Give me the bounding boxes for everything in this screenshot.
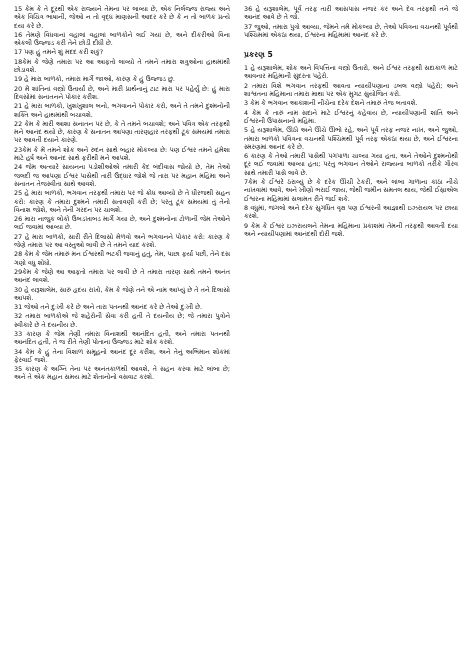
verse-paragraph: 17 પણ હું તમને શું મદદ કરી શકું? — [14, 48, 104, 57]
verse-paragraph: 1 હે યરૂશાલેમ, શોક અને વિપત્તિના વસ્ત્રો ઉતારો, અને ઈશ્વર તરફથી સદાકાળ માટે આવનાર મહિમાની સુંદરતા પહેરો. — [244, 64, 458, 81]
verse-paragraph: 25 હે મારા બાળકો, ભગવાન તરફથી તમારા પર જે ક્રોધ આવ્યો છે તે ધીરજથી સહન કરો: કારણ કે તમારા દુશ્મને તમારી સતાવણી કરી છે; પરંતુ ટૂંક સમયમાં તું તેનો વિનાશ જોશે, અને તેની ગરદન પર ચાલશે. — [14, 189, 230, 214]
verse-paragraph: 15 કેમ કે તે દૂરથી એક રાજ્યને તેમના પર લાવ્યા છે, એક નિર્લજ્જ રાજ્ય અને એક વિચિત્ર ભાષાની, જેઓ ન તો વૃદ્ધ માણસની આદર કરે છે કે ન તો બાળક પ્રત્યે દયા કરે છે. — [14, 5, 230, 30]
verse-paragraph: 35 કારણ કે અગ્નિ તેના પર અનંતકાળથી આવશે, તે સહન કરવા માટે લાંબા છે; અને તે એક મહાન સમય માટે શેતાનોનો વસવાટ કરશે. — [14, 365, 230, 382]
verse-paragraph: 3 કેમ કે ભગવાન આકાશની નીચેના દરેક દેશને તમારું તેજ બતાવશે. — [244, 99, 418, 108]
verse-paragraph: 32 તમારા બાળકોએ જે શહેરોની સેવા કરી હતી તે દયનીય છે; જે તમારા પુત્રોને સ્વીકારે છે તે દયનીય છે. — [14, 312, 230, 329]
verse-paragraph: 30 હે યરૂશાલેમ, સારું હૃદય રાખો, કેમ કે જેણે તને એ નામ આપ્યું છે તે તને દિલાસો આપશે. — [14, 285, 230, 302]
verse-paragraph: 28 કેમ કે જેમ તમારું મન ઈશ્વરથી ભટકી જવાનું હતું, તેમ, પાછા ફર્યા પછી, તેને દસ ગણો વધુ શોધો. — [14, 250, 230, 267]
verse-paragraph: 31 જેઓ તને દુઃખી કરે છે અને તારા પતનથી આનંદ કરે છે તેઓ દુઃખી છે. — [14, 303, 203, 312]
verse-paragraph: 21 હે મારા બાળકો, ખુશખુશાલ બનો, ભગવાનને પોકાર કરો, અને તે તમને દુશ્મનોની શક્તિ અને હાથમાંથી બચાવશે. — [14, 102, 230, 119]
left-column — [14, 5, 230, 664]
verse-paragraph: 29કેમ કે જેણે આ આફતો તમારા પર લાવી છે તે તમારા તારણ સાથે તમને અનંત આનંદ લાવશે. — [14, 267, 230, 285]
verse-paragraph: 20 મેં શાંતિનાં વસ્ત્રો ઉતાર્યાં છે, અને મારી પ્રાર્થનાનું ટાટ મારા પર પહેર્યું છે: હું મારા દિવસોમાં સનાતનને પોકાર કરીશ. — [14, 84, 230, 101]
verse-paragraph: 19 હે મારા બાળકો, તમારા માર્ગે જાઓ, કારણ કે હું ઉજ્જડ છું. — [14, 75, 175, 84]
verse-paragraph: 34 કેમ કે હું તેના વિશાળ સમૂહનો આનંદ દૂર કરીશ, અને તેનું અભિમાન શોકમાં ફેરવાઈ જશે. — [14, 347, 230, 364]
verse-paragraph: 24 જેમ અત્યારે સાયનના પડોશીઓએ તમારી કેદ બંદીવાસ જોયો છે, તેમ તેઓ જલદી જ આપણા ઈશ્વર પાસેથી તારી ઉદ્ધાર જોશે જે તારા પર મહાન મહિમા અને સનાતન તેજસ્વીતા સાથે આવશે. — [14, 163, 230, 188]
verse-paragraph: 23કેમ કે મેં તમને શોક અને રુદન સાથે બહાર મોકલ્યા છે: પણ ઈશ્વર તમને હંમેશા માટે હર્ષ અને આનંદ સાથે ફરીથી મને આપશે. — [14, 145, 230, 163]
verse-paragraph: 16 તેમણે વિધવાનાં વહાલાં વહાલાં બાળકોને લઈ ગયાં છે, અને દીકરીઓ વિના એકલી ઉજ્જડ કરી તેને છોડી દીધી છે. — [14, 30, 230, 48]
verse-paragraph: 2 તમારા વિશે ભગવાન તરફથી આવતા ન્યાયીપણાના ડબલ વસ્ત્રો પહેરો; અને શાશ્વતના મહિમાના તમારા માથા પર એક મુગટ સુયોજિત કરો. — [244, 81, 458, 99]
verse-paragraph: 7કેમ કે ઈશ્વરે ઠરાવ્યું છે કે દરેક ઊંચી ટેકરી, અને લાંબા ગાળાના કાંઠા નીચે નાખવામાં આવે, અને ખીણો ભરાઈ જાય, જેથી જમીન સમતલ થાય, જેથી ઈસ્રાએલ ઈશ્વરના મહિમામાં સલામત રીતે જઈ શકે. — [244, 178, 458, 203]
verse-paragraph: 9 કેમ કે ઈશ્વર ઇઝરાયલને તેમના મહિમાના પ્રકાશમાં તેમની તરફથી આવતી દયા અને ન્યાયીપણામાં આનંદથી દોરી જશે. — [244, 221, 458, 238]
verse-paragraph: 27 હે મારા બાળકો, સારી રીતે દિલાસો મેળવો અને ભગવાનને પોકાર કરો: કારણ કે જેણે તમારા પર આ વસ્તુઓ લાવી છે તે તમને યાદ કરશે. — [14, 232, 230, 250]
verse-paragraph: 22 કેમ કે મારી આશા સનાતન પર છે, કે તે તમને બચાવશે; અને પવિત્ર એક તરફથી મને આનંદ થયો છે, કારણ કે સનાતન આપણા તારણહાર તરફથી ટૂંક સમયમાં તમારા પર આવતી દયાને કારણે. — [14, 119, 230, 145]
verse-paragraph: 8 વધુમાં, જંગલો અને દરેક સુગંધિત વૃક્ષ પણ ઈશ્વરની આજ્ઞાથી ઇઝરાયલ પર છાયા કરશે. — [244, 203, 458, 221]
chapter-heading: પ્રકરણ 5 — [244, 50, 273, 60]
verse-paragraph: 5 હે યરૂશાલેમ, ઊઠો અને ઊંચે ઊભો રહે, અને પૂર્વ તરફ નજર નાખ, અને જુઓ, તમારા બાળકો પવિત્રના વચનથી પશ્ચિમથી પૂર્વ તરફ એકઠા થયા છે, અને ઈશ્વરના સ્મરણમાં આનંદ કરે છે. — [244, 126, 458, 151]
verse-paragraph: 26 મારા નાજુક લોકો ઉબડખાબડ માર્ગે ગયા છે, અને દુશ્મનોના ટોળાની જેમ તેઓને લઈ જવામાં આવ્યા છે. — [14, 215, 230, 232]
verse-paragraph: 37 જુઓ, તમારા પુત્રો આવ્યા, જેમને તમે મોકલ્યા છે, તેઓ પવિત્રના વચનથી પૂર્વથી પશ્ચિમમાં એકઠા થયા, ઈશ્વરના મહિમામાં આનંદ કરે છે. — [244, 22, 458, 39]
verse-paragraph: 4 કેમ કે તારું નામ સદાને માટે ઈશ્વરનું કહેવાય છે, ન્યાયીપણાની શાંતિ અને ઈશ્વરની ઉપાસનાનો મહિમા. — [244, 108, 458, 125]
verse-paragraph: 6 કારણ કે તેઓ તમારી પાસેથી પગપાળા ચાલ્યા ગયા હતા, અને તેઓને દુશ્મનોથી દૂર લઈ જવામાં આવ્યા હતા; પરંતુ ભગવાન તેઓને રાજ્યના બાળકો તરીકે ગૌરવ સાથે તમારી પાસે લાવે છે. — [244, 152, 458, 177]
right-column — [244, 5, 458, 664]
verse-paragraph: 33 કારણ કે જેમ તેણી તમારા વિનાશથી આનંદિત હતી, અને તમારા પતનથી આનંદિત હતી, તે જ રીતે તેણી પોતાના ઉજ્જડ માટે શોક કરશે. — [14, 329, 230, 347]
verse-paragraph: 36 હે યરૂશાલેમ, પૂર્વ તરફ તારી આસપાસ નજર કર અને દેવ તરફથી તને જે આનંદ આવે છે તે જો. — [244, 5, 458, 22]
verse-paragraph: 18કેમ કે જેણે તમારા પર આ આફતો લાવ્યો તે તમને તમારા શત્રુઓના હાથમાંથી છોડાવશે. — [14, 57, 230, 75]
